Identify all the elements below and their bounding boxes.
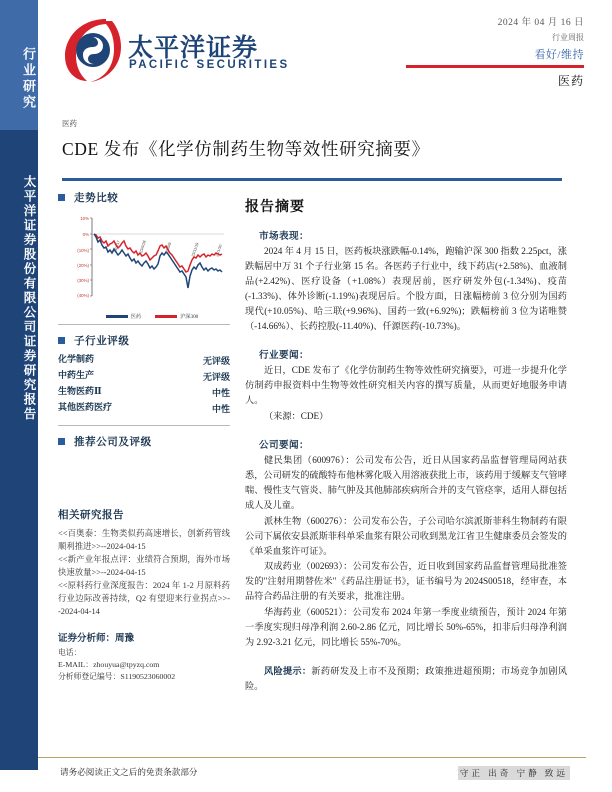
sector-tag: 医药 [62, 119, 77, 128]
spacer [245, 651, 567, 664]
svg-text:24/1/30: 24/1/30 [215, 244, 223, 258]
sidebar-label-industry-research: 行业研究 [21, 47, 36, 111]
svg-text:23/6/28: 23/6/28 [139, 240, 147, 254]
footer-disclaimer: 请务必阅读正文之后的免责条款部分 [60, 767, 198, 777]
table-row [58, 354, 230, 367]
chart-legend [72, 313, 232, 320]
svg-text:(40%): (40%) [77, 293, 89, 298]
recommend-section-label: 推荐公司及评级 [74, 437, 152, 448]
risk-warning [245, 664, 567, 694]
list-item[interactable]: <<原料药行业深度报告：2024 年 1-2 月原料药行业边际改善持续，Q2 有望迎来行业拐点>>--2024-04-14 [58, 581, 230, 616]
sub-industry-rating: 中性 [211, 388, 230, 398]
sub-industry-rating-table [58, 354, 230, 415]
legend-item-hs300 [155, 313, 198, 320]
trend-comparison-chart [58, 210, 230, 318]
risk-text: 新药研发及上市不及预期；政策推进超预期；市场竞争加剧风险。 [245, 665, 568, 691]
risk-label: 风险提示： [264, 665, 312, 676]
logo-text-cn: 太平洋证券 [128, 34, 259, 62]
sub-industry-rating: 无评级 [202, 356, 230, 366]
report-date: 2024 年 04 月 16 日 [497, 18, 584, 28]
sub-industry-section-header [58, 333, 230, 348]
rating-badge: 看好/维持 [534, 49, 584, 61]
spacer [245, 334, 567, 347]
company-news-item: 双成药业（002693）：公司发布公告，近日收到国家药品监督管理局批准签发的"注射用期替佐米"《药品注册证书》，证书编号为 2024S00518，经审查，本品符合药品注册的有关要求，批准注册。 [245, 561, 567, 602]
svg-text:(30%): (30%) [77, 278, 89, 283]
sub-industry-rating: 中性 [211, 404, 230, 414]
footer-divider [38, 757, 586, 758]
sector-name: 医药 [557, 73, 584, 88]
list-item[interactable]: <<百奥泰：生物类似药高速增长，创新药管线顺利推进>>--2024-04-15 [58, 529, 230, 551]
legend-item-yiyao [106, 313, 141, 320]
logo-text-en: PACIFIC SECURITIES [129, 59, 290, 71]
spacer [245, 424, 567, 437]
sub-industry-name: 中药生产 [58, 370, 95, 380]
summary-title: 报告摘要 [245, 200, 305, 215]
trend-chart-svg [58, 210, 230, 314]
svg-text:23/4/17: 23/4/17 [113, 240, 121, 254]
brand-logo [62, 16, 292, 86]
analyst-name: 证券分析师：周豫 [58, 634, 135, 645]
table-row [58, 386, 230, 399]
analyst-license: 分析师登记编号：S1190523060002 [58, 672, 176, 682]
list-item[interactable]: <<新产业年报点评：业绩符合预期，海外市场快速放量>>--2024-04-15 [58, 555, 230, 577]
company-news-item: 华海药业（600521）：公司发布 2024 年第一季度业绩预告，预计 2024 年第一季度实现归母净利润 2.60-2.86 亿元，同比增长 50%-65%，扣非后归母净利润为 2.92-3.21 亿元，同比增长 55%-70%。 [245, 607, 567, 647]
legend-label-hs300: 沪深300 [180, 314, 199, 320]
svg-text:0%: 0% [82, 232, 89, 237]
report-type: 行业周报 [552, 33, 584, 42]
trend-section-label: 走势比较 [74, 193, 119, 204]
svg-text:23/9/8: 23/9/8 [165, 242, 173, 254]
divider-after-chart [58, 324, 230, 325]
sub-industry-section-label: 子行业评级 [74, 336, 130, 347]
footer-slogan: 守正 出奇 宁静 致远 [459, 768, 568, 778]
svg-text:(20%): (20%) [77, 263, 89, 268]
bullet-square-icon [58, 438, 65, 445]
analyst-phone: 电话： [58, 648, 82, 658]
recommend-section-header [58, 434, 230, 449]
bullet-square-icon [58, 194, 65, 201]
title-divider [62, 178, 562, 181]
left-sidebar [0, 0, 38, 792]
company-news-item: 健民集团（600976）：公司发布公告，近日从国家药品监督管理局网站获悉，公司研发的硫酸特布他林雾化吸入用溶液获批上市，该药用于缓解支气管哮喘、慢性支气管炎、肺气肿及其他肺部疾病所合并的支气管痉挛，适用人群包括成人及儿童。 [245, 455, 567, 510]
trend-section-header [58, 190, 230, 205]
legend-swatch-yiyao [106, 315, 128, 317]
legend-label-yiyao: 医药 [130, 314, 142, 320]
recommend-list-empty [58, 453, 230, 507]
divider-after-table [58, 425, 230, 426]
analyst-email[interactable]: E-MAIL：zhouyua@tpyzq.com [58, 660, 160, 670]
legend-swatch-hs300 [155, 315, 177, 317]
header-divider [406, 65, 584, 68]
svg-text:23/11/19: 23/11/19 [191, 242, 200, 258]
company-news-label: 公司要闻： [259, 440, 309, 452]
table-row [58, 370, 230, 383]
market-performance-label: 市场表现： [259, 231, 309, 242]
right-column [245, 196, 567, 694]
company-news-item: 派林生物（600276）：公司发布公告，子公司哈尔滨派斯菲科生物制药有限公司下属依安县派斯菲科单采血浆有限公司收到黑龙江省卫生健康委员会签发的《单采血浆许可证》。 [245, 515, 567, 556]
bullet-square-icon [58, 337, 65, 344]
sub-industry-name: 生物医药Ⅱ [58, 386, 102, 396]
sub-industry-name: 其他医药医疗 [58, 402, 113, 412]
svg-text:(10%): (10%) [77, 248, 89, 253]
analyst-info [58, 630, 230, 683]
related-reports-label: 相关研究报告 [58, 510, 124, 521]
page-title: CDE 发布《化学仿制药生物等效性研究摘要》 [62, 139, 430, 159]
pacific-securities-logo-icon [62, 16, 124, 84]
sub-industry-rating: 无评级 [202, 372, 230, 382]
industry-news-label: 行业要闻： [259, 350, 309, 362]
sidebar-label-company-report: 太平洋证券股份有限公司证券研究报告 [22, 174, 36, 422]
industry-news-text: 近日，CDE 发布了《化学仿制药生物等效性研究摘要》，可进一步提升化学仿制药申报资料中生物等效性研究相关内容的撰写质量，从而更好地服务申请人。 [245, 365, 567, 406]
sub-industry-name: 化学制药 [58, 354, 95, 364]
header-meta [354, 14, 584, 89]
table-row [58, 402, 230, 415]
svg-text:10%: 10% [80, 216, 89, 221]
market-performance-text: 2024 年 4 月 15 日，医药板块涨跌幅-0.14%，跑输沪深 300 指数 2.25pct，涨跌幅居中万 31 个子行业第 15 名。各医药子行业中，线下药店(+2.58%)、血液制品(+2.42%)、医疗设备（+1.08%）表现居前，医疗研发外包(-1.34%)、疫苗(-1.33%)、体外诊断(-1.19%)表现居后。个股方面，日涨幅榜前 3 位分别为国药现代(+10.05%)、哈三联(+9.96%)、国药一致(+6.92%)；跌幅榜前 3 位为诺唯赞（-14.66%）、长药控股(-11.40%)、仟源医药(-10.73%)。 [245, 246, 567, 331]
left-column [58, 190, 230, 684]
industry-news-source: （来源：CDE） [264, 411, 329, 422]
